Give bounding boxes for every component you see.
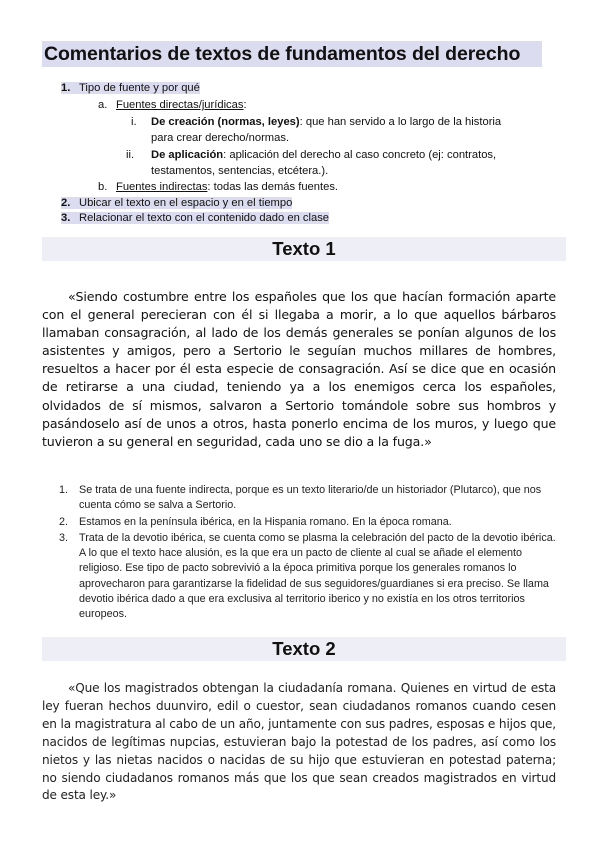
outline-item-ii xyxy=(126,148,496,163)
note-number: 1. xyxy=(59,484,69,496)
note-item xyxy=(59,515,559,530)
note-text: Trata de la devotio ibérica, se cuenta como se plasma la celebración del pacto de la devotio ibérica. A lo que el texto hace alusión, es la que era un pacto de cliente al cual se añade el elemento religioso. Ese tipo de pacto sobrevivió a la época primitiva porque los generales romanos lo aprovecharon para garantizarse la fidelidad de sus seguidores/guardianes si era preciso. Se llama devotio ibérica dado a que era exclusiva al territorio iberico y no existía en los otros territorios europeos. xyxy=(79,531,556,621)
outline-roman: ii. xyxy=(126,149,135,161)
quote-texto-1: «Siendo costumbre entre los españoles que los que hacían formación aparte con el general perecieran con él si llegaba a morir, a lo que aquellos bárbaros llamaban consagración, al lado de los demás generales se ponían algunos de los asistentes y amigos, pero a Sertorio le seguían muchos millares de hombres, resueltos a hacer por él esta especie de consagración. Así se dice que en ocasión de retirarse a una ciudad, teniendo ya a los enemigos cerca los españoles, olvidados de sí mismos, salvaron a Sertorio tomándole sobre sus hombros y pasándoselo así de unos a otros, hasta ponerlo encima de los muros, y luego que tuvieron a su general en seguridad, cada uno se dio a la fuga.» xyxy=(42,289,556,449)
outline-letter: b. xyxy=(98,181,108,193)
outline-rest: : que han servido a lo largo de la historia xyxy=(299,116,502,128)
outline-text: Relacionar el texto con el contenido dado en clase xyxy=(79,212,330,224)
outline-rest: : aplicación del derecho al caso concreto (ej: contratos, xyxy=(223,149,497,161)
quote-texto-2: «Que los magistrados obtengan la ciudadanía romana. Quienes en virtud de esta ley fueran hechos duunviro, edil o cuestor, sean ciudadanos romanos cuando cesen en la magistratura al cabo de un año, juntamente con sus padres, esposas e hijos que, nacidos de legítimas nupcias, estuvieran bajo la potestad de los padres, así como los nietos y las nietas nacidos o nacidas de su hijo que estuvieran en potestad paterna; no siendo ciudadanos romanos más que los que sean creados magistrados en virtud de esta ley.» xyxy=(42,681,556,803)
outline-item-b xyxy=(98,180,338,195)
notes-texto-1 xyxy=(59,483,559,624)
outline-label: Fuentes indirectas xyxy=(116,181,208,193)
outline-letter: a. xyxy=(98,99,108,111)
outline-roman: i. xyxy=(131,116,137,128)
outline-number: 3. xyxy=(61,212,71,224)
note-number: 2. xyxy=(59,515,69,528)
outline-item-a xyxy=(98,98,247,113)
note-item xyxy=(59,531,559,623)
note-item xyxy=(59,483,559,514)
outline-rest: : todas las demás fuentes. xyxy=(207,181,339,193)
outline-rest: : xyxy=(243,99,247,111)
outline-label: De aplicación xyxy=(151,149,224,161)
note-number: 3. xyxy=(59,531,69,544)
outline-item-i-cont: para crear derecho/normas. xyxy=(151,132,290,144)
page-title: Comentarios de textos de fundamentos del derecho xyxy=(42,41,542,67)
note-text: Se trata de una fuente indirecta, porque es un texto literario/de un historiador (Plutarco), que nos cuenta cómo se salva a Sertorio. xyxy=(79,484,542,512)
outline-item-2 xyxy=(61,196,292,211)
outline-number: 2. xyxy=(61,197,71,209)
outline-text: Tipo de fuente y por qué xyxy=(79,82,200,94)
section-heading-texto-1: Texto 1 xyxy=(42,237,566,261)
outline-text: Ubicar el texto en el espacio y en el tiempo xyxy=(79,197,293,209)
section-heading-texto-2: Texto 2 xyxy=(42,637,566,661)
outline-label: Fuentes directas/jurídicas xyxy=(116,99,244,111)
outline-item-3 xyxy=(61,211,329,226)
outline-item-1 xyxy=(61,81,200,96)
outline-label: De creación (normas, leyes) xyxy=(151,116,300,128)
note-text: Estamos en la península ibérica, en la Hispania romano. En la época romana. xyxy=(79,515,452,528)
outline-number: 1. xyxy=(61,82,71,94)
outline-item-i xyxy=(131,115,501,130)
outline-item-ii-cont: testamentos, sentencias, etcétera.). xyxy=(151,165,329,177)
